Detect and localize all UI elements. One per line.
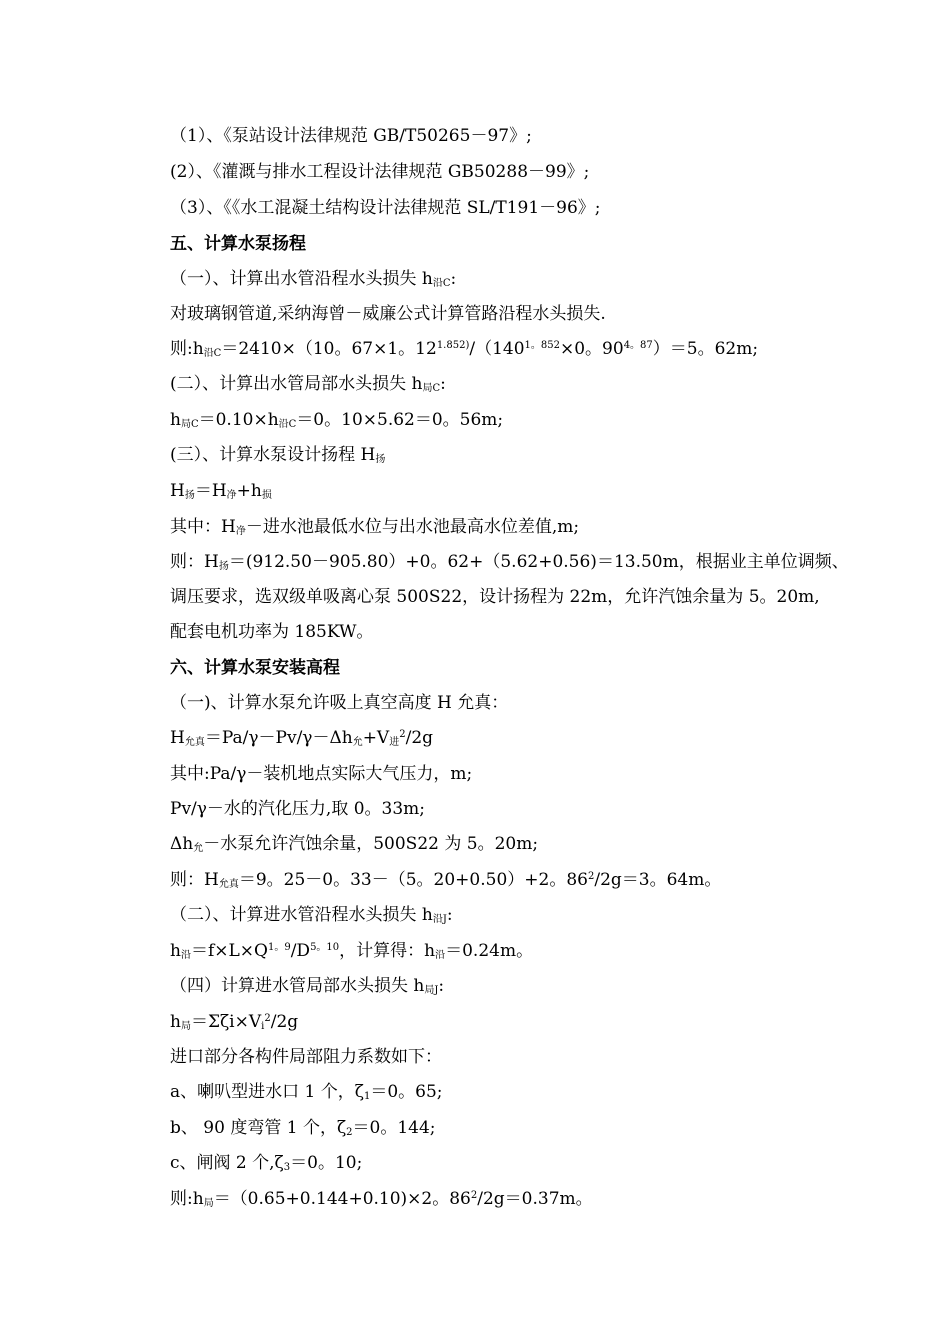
subscript-text: 1 xyxy=(363,1091,371,1102)
text-line xyxy=(170,373,446,395)
subscript-text: 沿C xyxy=(432,278,451,289)
text-line xyxy=(170,551,849,573)
supscript-text: 2 xyxy=(470,1190,478,1201)
text-line xyxy=(170,586,820,608)
text-run: +V xyxy=(362,728,390,748)
text-run: ＝9。25－0。33－（5。20+0.50）+2。86 xyxy=(238,870,588,890)
text-run: /D xyxy=(290,941,311,961)
text-run: Pv/γ－水的汽化压力,取 0。33m; xyxy=(170,799,426,819)
text-run: ）＝5。62m; xyxy=(652,339,759,359)
text-line xyxy=(170,197,601,219)
text-run: 五、计算水泵扬程 xyxy=(170,234,306,254)
text-run: /2g xyxy=(270,1012,299,1032)
text-line xyxy=(170,303,606,325)
text-run: 则:h xyxy=(170,1189,204,1209)
subscript-text: 局C xyxy=(180,419,199,430)
text-line xyxy=(170,268,456,290)
supscript-text: 5。10 xyxy=(310,942,340,953)
text-run: : xyxy=(440,374,446,394)
text-run: /2g＝0.37m。 xyxy=(477,1189,593,1209)
subscript-text: 允 xyxy=(352,737,363,748)
subscript-text: 允真 xyxy=(184,737,205,748)
text-run: a、喇叭型进水口 1 个，ζ xyxy=(170,1082,364,1102)
subscript-text: 扬 xyxy=(184,490,195,501)
text-run: h xyxy=(170,1012,181,1032)
text-run: 其中：H xyxy=(170,517,236,537)
text-run: －水泵允许汽蚀余量，500S22 为 5。20m; xyxy=(203,834,539,854)
text-run: （一）、计算出水管沿程水头损失 h xyxy=(170,269,433,289)
text-line xyxy=(170,125,532,147)
text-line xyxy=(170,1046,442,1068)
text-run: : xyxy=(446,905,453,925)
text-line xyxy=(170,1188,593,1210)
subscript-text: 局 xyxy=(180,1021,191,1032)
text-line xyxy=(170,763,472,785)
text-run: 进口部分各构件局部阻力系数如下： xyxy=(170,1047,442,1067)
subscript-text: 允真 xyxy=(218,879,239,890)
text-line xyxy=(170,798,425,820)
subscript-text: 3 xyxy=(283,1162,291,1173)
text-line xyxy=(170,516,579,538)
subscript-text: 扬 xyxy=(375,454,386,465)
text-run: （3）、《《水工混凝土结构设计法律规范 SL/T191－96》; xyxy=(170,198,601,218)
text-run: 六、计算水泵安装高程 xyxy=(170,658,340,678)
subscript-text: 进 xyxy=(389,737,400,748)
text-run: （四）计算进水管局部水头损失 h xyxy=(170,976,425,996)
text-run: （一)、计算水泵允许吸上真空高度 H 允真： xyxy=(170,693,509,713)
subscript-text: 扬 xyxy=(218,561,229,572)
subscript-text: 2 xyxy=(346,1127,353,1138)
text-line xyxy=(170,480,272,502)
text-run: ＝2410×（10。67×1。12 xyxy=(221,339,437,359)
subscript-text: i xyxy=(261,1021,265,1032)
text-run: c、闸阀 2 个,ζ xyxy=(170,1153,284,1173)
text-run: : xyxy=(438,976,445,996)
subscript-text: 局C xyxy=(422,383,441,394)
text-run: H xyxy=(170,481,185,501)
text-run: ＝f×L×Q xyxy=(190,941,268,961)
supscript-text: 1.852) xyxy=(436,340,470,351)
text-line xyxy=(170,869,721,891)
text-run: /2g＝3。64m。 xyxy=(594,870,722,890)
supscript-text: 2 xyxy=(587,871,595,882)
subscript-text: 沿C xyxy=(278,419,297,430)
text-run: h xyxy=(170,941,181,961)
text-line xyxy=(170,409,503,431)
subscript-text: 净 xyxy=(226,490,237,501)
text-run: 则:h xyxy=(170,339,204,359)
supscript-text: 2 xyxy=(264,1013,271,1024)
text-run: （1）、《泵站设计法律规范 GB/T50265－97》; xyxy=(170,126,532,146)
text-line xyxy=(170,1152,362,1174)
text-run: (2）、《灌溉与排水工程设计法律规范 GB50288－99》; xyxy=(170,162,590,182)
text-line xyxy=(170,621,373,643)
text-line xyxy=(170,1081,443,1103)
text-run: （二）、计算进水管沿程水头损失 h xyxy=(170,905,433,925)
subscript-text: 局 xyxy=(203,1198,214,1209)
text-run: ＝Σζi×V xyxy=(190,1012,262,1032)
text-line xyxy=(170,1011,298,1033)
text-run: H xyxy=(170,728,185,748)
text-run: ×0。90 xyxy=(559,339,624,359)
text-run: ＝0。10×5.62＝0。56m; xyxy=(296,410,504,430)
text-run: ＝0。10; xyxy=(290,1153,363,1173)
subscript-text: 局J xyxy=(424,985,439,996)
text-run: Δh xyxy=(170,834,194,854)
text-run: ＝H xyxy=(194,481,227,501)
text-run: －进水池最低水位与出水池最高水位差值,m; xyxy=(245,517,580,537)
subscript-text: 沿 xyxy=(435,950,446,961)
text-line xyxy=(170,444,385,466)
text-run: /2g xyxy=(405,728,434,748)
text-run: ＝0。65; xyxy=(370,1082,443,1102)
subscript-text: 沿J xyxy=(432,914,447,925)
text-run: b、 90 度弯管 1 个，ζ xyxy=(170,1118,347,1138)
text-run: ＝0.10×h xyxy=(198,410,279,430)
subscript-text: 沿C xyxy=(203,348,222,359)
text-run: /（140 xyxy=(469,339,525,359)
subscript-text: 损 xyxy=(261,490,272,501)
text-run: : xyxy=(450,269,457,289)
text-run: ＝0。144; xyxy=(352,1118,436,1138)
text-line xyxy=(170,904,453,926)
supscript-text: 2 xyxy=(399,729,406,740)
text-run: (二）、计算出水管局部水头损失 h xyxy=(170,374,423,394)
text-run: (三）、计算水泵设计扬程 H xyxy=(170,445,376,465)
text-run: +h xyxy=(236,481,262,501)
text-run: 其中:Pa/γ－装机地点实际大气压力，m; xyxy=(170,764,473,784)
text-line xyxy=(170,692,508,714)
text-line xyxy=(170,833,538,855)
text-run: 调压要求，选双级单吸离心泵 500S22，设计扬程为 22m，允许汽蚀余量为 5。20m, xyxy=(170,587,820,607)
subscript-text: 允 xyxy=(193,843,204,854)
text-line xyxy=(170,338,758,360)
text-run: h xyxy=(170,410,181,430)
text-run: ＝(912.50－905.80）+0。62+（5.62+0.56)＝13.50m，根据业主单位调频、 xyxy=(228,552,849,572)
supscript-text: 1。9 xyxy=(267,942,291,953)
section-heading xyxy=(170,657,340,679)
text-run: 则：H xyxy=(170,552,219,572)
text-line xyxy=(170,161,589,183)
text-line xyxy=(170,975,444,997)
text-run: ＝0.24m。 xyxy=(445,941,534,961)
text-run: 配套电机功率为 185KW。 xyxy=(170,622,374,642)
text-run: 对玻璃钢管道,采纳海曾－威廉公式计算管路沿程水头损失. xyxy=(170,304,606,324)
text-run: ＝Pa/γ－Pv/γ－Δh xyxy=(204,728,353,748)
supscript-text: 4。87 xyxy=(623,340,653,351)
text-run: ，计算得：h xyxy=(339,941,436,961)
supscript-text: 1。852 xyxy=(524,340,560,351)
subscript-text: 净 xyxy=(235,526,246,537)
text-run: 则：H xyxy=(170,870,219,890)
text-run: ＝（0.65+0.144+0.10)×2。86 xyxy=(213,1189,471,1209)
text-line xyxy=(170,727,433,749)
section-heading xyxy=(170,233,306,255)
text-line xyxy=(170,1117,436,1139)
subscript-text: 沿 xyxy=(180,950,191,961)
text-line xyxy=(170,940,533,962)
